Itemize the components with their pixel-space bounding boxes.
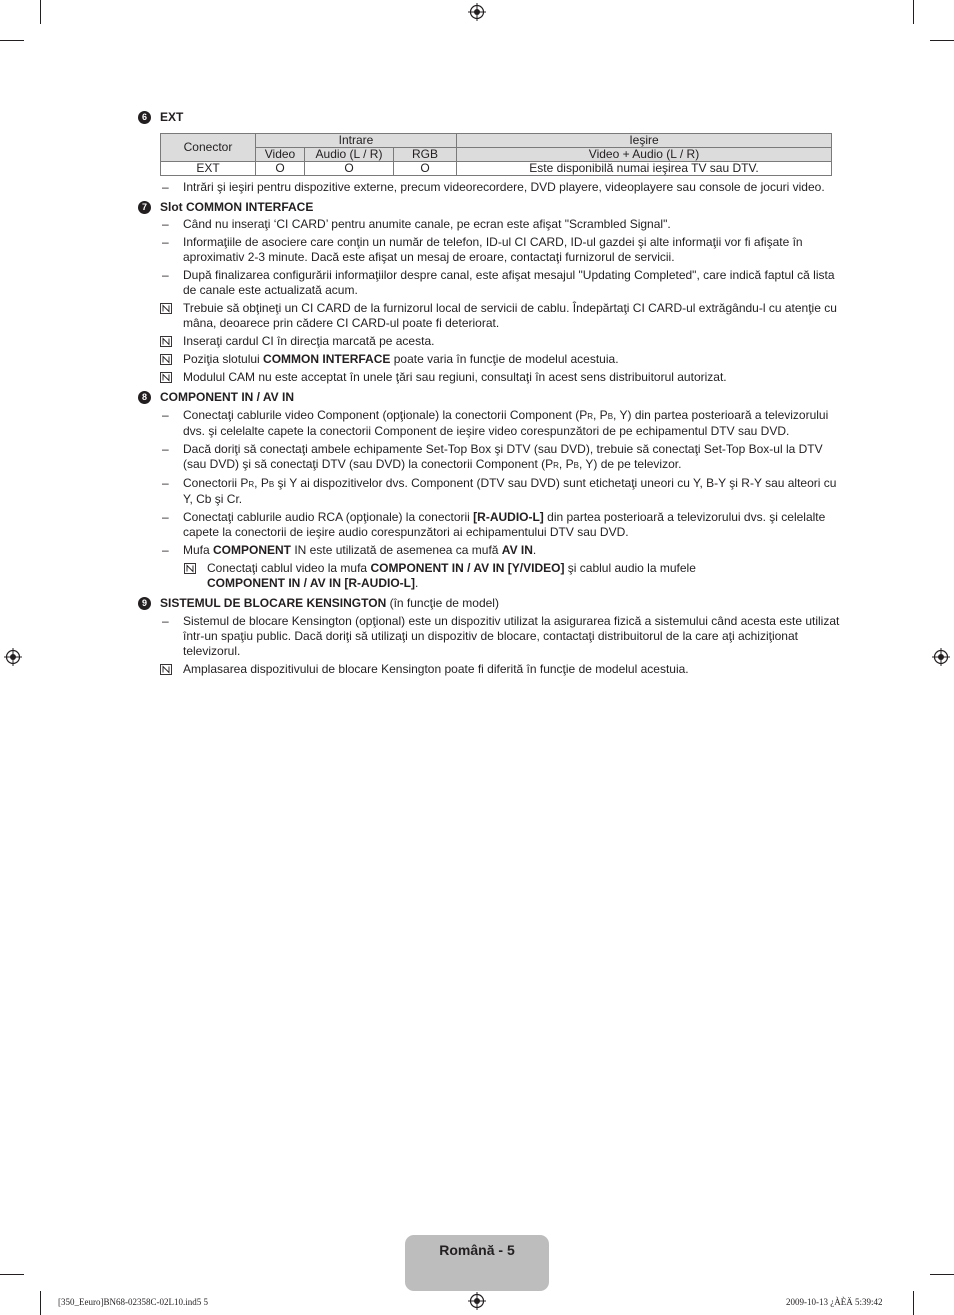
section-number-badge: 7 — [138, 201, 151, 214]
crop-mark — [0, 1274, 24, 1275]
section-heading-kensington — [138, 596, 840, 611]
section-heading-common-interface — [138, 200, 840, 215]
table-cell: O — [305, 162, 394, 176]
registration-mark-icon — [468, 1292, 486, 1310]
section-title-suffix: (în funcţie de model) — [386, 596, 499, 610]
note-icon — [160, 372, 172, 383]
ext-connector-table — [160, 133, 832, 176]
page-number-tab — [405, 1235, 549, 1291]
list-item: – Intrări şi ieşiri pentru dispozitive externe, precum videorecordere, DVD playere, videoplayere sau console de jocuri video. — [162, 180, 825, 194]
note-icon — [160, 664, 172, 675]
table-cell: O — [394, 162, 457, 176]
table-header-video: Video — [256, 148, 305, 162]
table-row — [161, 162, 832, 176]
table-header-video-audio: Video + Audio (L / R) — [457, 148, 832, 162]
section-heading-component-in — [138, 390, 840, 405]
page-content — [138, 110, 840, 677]
list-item: – Mufa COMPONENT IN este utilizată de asemenea ca mufă AV IN. — [162, 543, 537, 557]
crop-mark — [40, 0, 41, 24]
list-item: – Sistemul de blocare Kensington (opţional) este un dispozitiv utilizat la asigurarea fizică a sistemului când acesta este utilizat într-un spaţiu public. Dacă doriţi să utilizaţi un dispozitiv de blocare, contactaţi distribuitorul de la care aţi achiziţionat televizorul. — [162, 614, 840, 658]
table-header-audio: Audio (L / R) — [305, 148, 394, 162]
footer-file-info: [350_Eeuro]BN68-02358C-02L10.ind5 5 — [58, 1297, 208, 1307]
note-icon — [160, 336, 172, 347]
section-title: SISTEMUL DE BLOCARE KENSINGTON — [160, 596, 387, 610]
registration-mark-icon — [932, 648, 950, 666]
section-title: EXT — [160, 110, 184, 124]
note-icon — [160, 303, 172, 314]
crop-mark — [913, 1291, 914, 1315]
table-cell: EXT — [161, 162, 256, 176]
note-item: Trebuie să obţineţi un CI CARD de la furnizorul local de servicii de cablu. Îndepărtaţi CI CARD-ul extrăgându-l cu atenţie cu mâna, deoarece prin cădere CI CARD-ul poate fi deteriorat. — [138, 301, 840, 331]
section-title: Slot COMMON INTERFACE — [160, 200, 314, 214]
crop-mark — [930, 1274, 954, 1275]
crop-mark — [40, 1291, 41, 1315]
registration-mark-icon — [468, 3, 486, 21]
section-title: COMPONENT IN / AV IN — [160, 390, 295, 404]
list-item: – După finalizarea configurării informaţiilor despre canal, este afişat mesajul "Updating Completed", care indică faptul că lista de canale este actualizată acum. — [162, 268, 835, 297]
note-item: Inseraţi cardul CI în direcţia marcată pe acesta. — [138, 334, 840, 349]
note-item: Modulul CAM nu este acceptat în unele ţări sau regiuni, consultaţi în acest sens distribuitorul autorizat. — [138, 370, 840, 385]
footer-timestamp: 2009-10-13 ¿ÀÈÄ 5:39:42 — [786, 1297, 883, 1307]
list-item: – Conectaţi cablurile audio RCA (opţionale) la conectorii [R-AUDIO-L] din partea posterioară a televizorului dvs. şi celelalte capete la conectorii de ieşire audio corespunzători ai echipamentului DTV sau DVD. — [162, 510, 826, 539]
crop-mark — [0, 40, 24, 41]
table-cell: O — [256, 162, 305, 176]
registration-mark-icon — [4, 648, 22, 666]
note-icon — [184, 563, 196, 574]
section-number-badge: 6 — [138, 111, 151, 124]
list-item: – Când nu inseraţi ‘CI CARD’ pentru anumite canale, pe ecran este afişat "Scrambled Signal". — [162, 217, 671, 231]
crop-mark — [930, 40, 954, 41]
section-heading-ext — [138, 110, 840, 125]
crop-mark — [913, 0, 914, 24]
table-header-iesire: Ieşire — [457, 134, 832, 148]
note-item: Conectaţi cablul video la mufa COMPONENT IN / AV IN [Y/VIDEO] şi cablul audio la mufele COMPONENT IN / AV IN [R-AUDIO-L]. — [138, 561, 840, 591]
section-number-badge: 9 — [138, 597, 151, 610]
page-label: Română - 5 — [439, 1242, 515, 1258]
note-icon — [160, 354, 172, 365]
list-item: – Conectaţi cablurile video Component (opţionale) la conectorii Component (PR, PB, Y) din partea posterioară a televizorului dvs. şi celelalte capete la conectorii Component de ieşire video corespunzători de pe echipamentul DTV sau DVD. — [162, 408, 829, 438]
section-number-badge: 8 — [138, 391, 151, 404]
table-cell: Este disponibilă numai ieşirea TV sau DTV. — [457, 162, 832, 176]
table-header-conector: Conector — [161, 134, 256, 162]
note-item: Poziţia slotului COMMON INTERFACE poate varia în funcţie de modelul acestuia. — [138, 352, 840, 367]
table-header-rgb: RGB — [394, 148, 457, 162]
table-header-intrare: Intrare — [256, 134, 457, 148]
list-item: – Dacă doriţi să conectaţi ambele echipamente Set-Top Box şi DTV (sau DVD), trebuie să conectaţi Set-Top Box-ul la DTV (sau DVD) şi să conectaţi DTV (sau DVD) la conectorii Component (PR, PB, Y) de pe televizor. — [162, 442, 823, 471]
note-item: Amplasarea dispozitivului de blocare Kensington poate fi diferită în funcţie de modelul acestuia. — [138, 662, 840, 677]
list-item: – Informaţiile de asociere care conţin un număr de telefon, ID-ul CI CARD, ID-ul gazdei şi alte informaţii vor fi afişate în aproximativ 2-3 minute. Dacă este afişat un mesaj de eroare, contactaţi furnizorul de servicii. — [162, 235, 803, 264]
list-item: – Conectorii PR, PB şi Y ai dispozitivelor dvs. Component (DTV sau DVD) sunt etichetaţi uneori cu Y, B-Y şi R-Y sau altеori cu Y, Cb şi Cr. — [162, 476, 837, 506]
